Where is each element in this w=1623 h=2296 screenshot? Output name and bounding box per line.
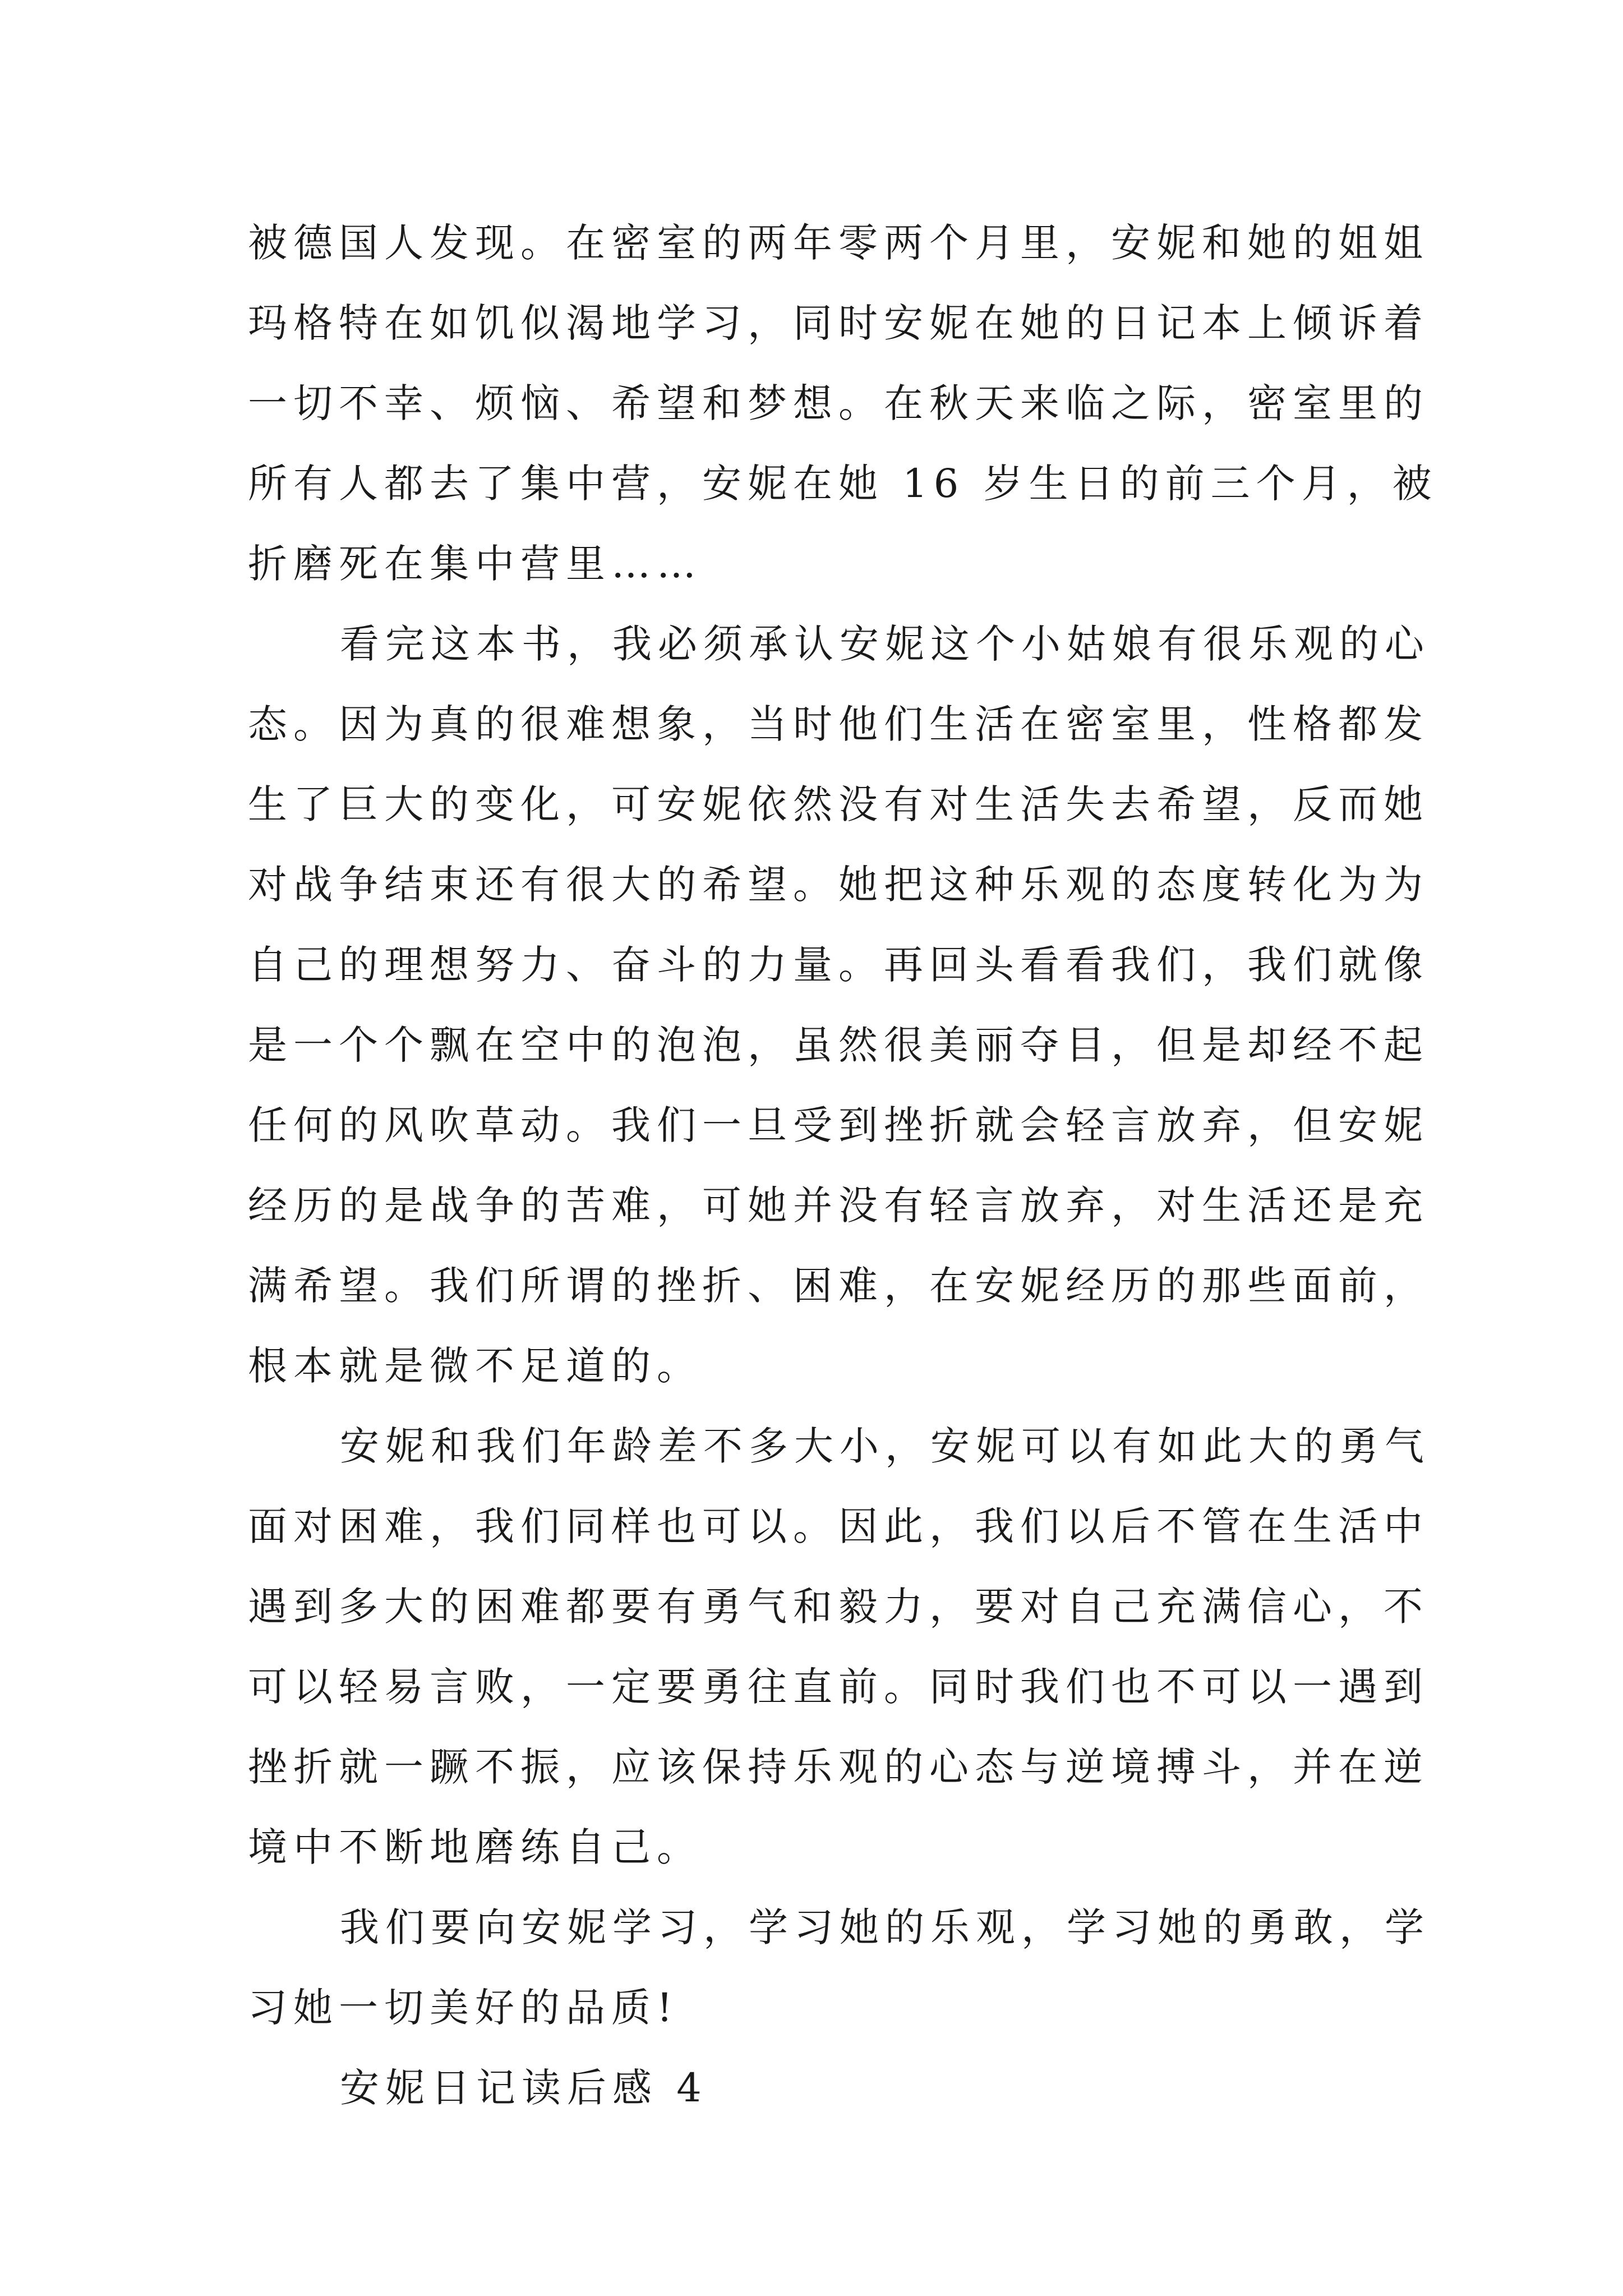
text-line: 安妮日记读后感 4 (340, 2065, 708, 2111)
text-line: 玛格特在如饥似渴地学习，同时安妮在她的日记本上倾诉着 (248, 300, 1429, 346)
text-line: 一切不幸、烦恼、希望和梦想。在秋天来临之际，密室里的 (248, 380, 1429, 426)
text-line: 任何的风吹草动。我们一旦受到挫折就会轻言放弃，但安妮 (248, 1102, 1429, 1148)
text-line: 经历的是战争的苦难，可她并没有轻言放弃，对生活还是充 (248, 1182, 1429, 1228)
section-heading (248, 2048, 1378, 2128)
text-line: 自己的理想努力、奋斗的力量。再回头看看我们，我们就像 (248, 942, 1429, 988)
paragraph (248, 1888, 1430, 2048)
text-line: 态。因为真的很难想象，当时他们生活在密室里，性格都发 (248, 701, 1429, 747)
text-line: 面对困难，我们同样也可以。因此，我们以后不管在生活中 (248, 1503, 1429, 1549)
text-line: 挫折就一蹶不振，应该保持乐观的心态与逆境搏斗，并在逆 (248, 1744, 1429, 1790)
text-line: 根本就是微不足道的。 (248, 1343, 702, 1389)
paragraph (248, 604, 1430, 1406)
text-line: 所有人都去了集中营，安妮在她 16 岁生日的前三个月，被 (248, 461, 1438, 507)
text-line: 境中不断地磨练自己。 (248, 1824, 702, 1870)
text-line: 对战争结束还有很大的希望。她把这种乐观的态度转化为为 (248, 862, 1429, 908)
text-line: 满希望。我们所谓的挫折、困难，在安妮经历的那些面前， (248, 1263, 1429, 1309)
paragraph (248, 1406, 1430, 1888)
paragraph (248, 203, 1438, 604)
text-line: 遇到多大的困难都要有勇气和毅力，要对自己充满信心，不 (248, 1584, 1429, 1630)
text-line: 安妮和我们年龄差不多大小，安妮可以有如此大的勇气 (340, 1423, 1430, 1469)
text-line: 是一个个飘在空中的泡泡，虽然很美丽夺目，但是却经不起 (248, 1022, 1429, 1068)
text-line: 可以轻易言败，一定要勇往直前。同时我们也不可以一遇到 (248, 1664, 1429, 1710)
document-body (248, 203, 1438, 2128)
text-line: 生了巨大的变化，可安妮依然没有对生活失去希望，反而她 (248, 781, 1429, 827)
text-line: 看完这本书，我必须承认安妮这个小姑娘有很乐观的心 (340, 621, 1430, 667)
text-line: 被德国人发现。在密室的两年零两个月里，安妮和她的姐姐 (248, 220, 1429, 266)
text-line: 习她一切美好的品质! (248, 1985, 679, 2031)
text-line: 折磨死在集中营里…… (248, 541, 702, 587)
text-line: 我们要向安妮学习，学习她的乐观，学习她的勇敢，学 (340, 1904, 1430, 1950)
